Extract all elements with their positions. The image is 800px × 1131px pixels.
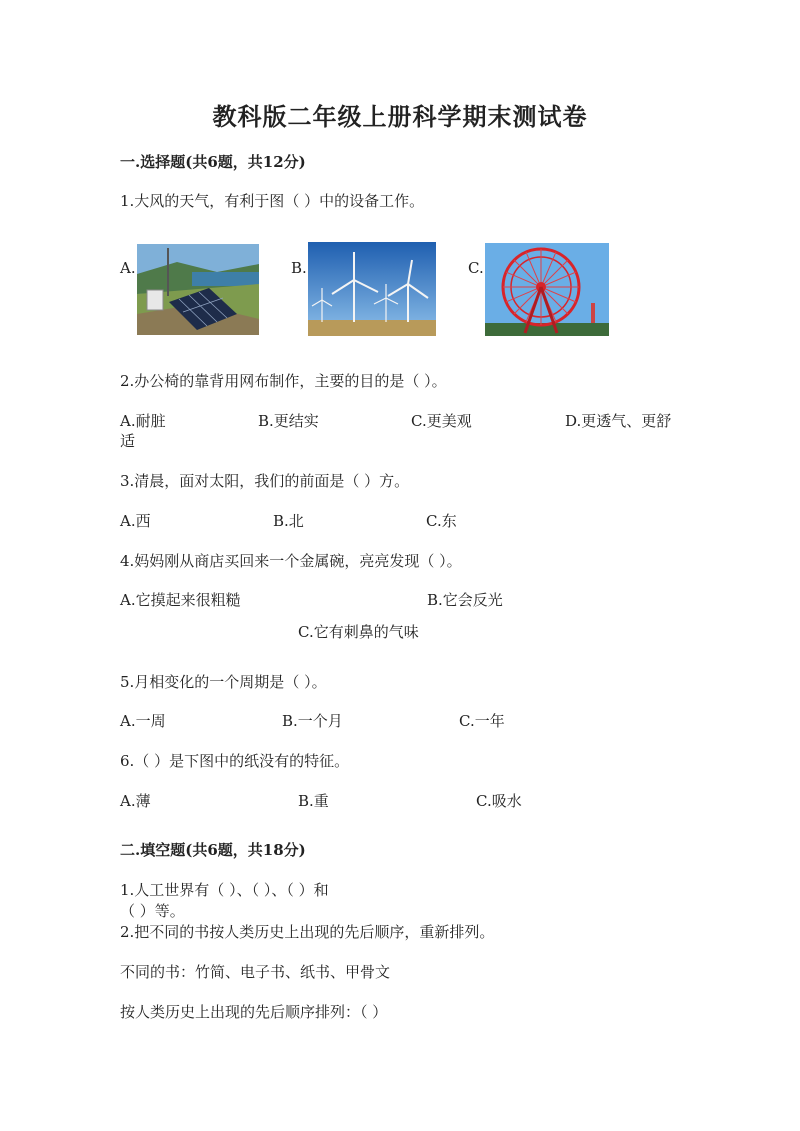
q3-option-a: A.西 [120, 512, 151, 530]
q3-option-c: C.东 [426, 512, 457, 530]
section-heading-choice: 一.选择题(共6题，共12分) [120, 153, 306, 171]
fill-question-1-line2: （ ）等。 [120, 902, 185, 920]
solar-panel-image [137, 244, 259, 335]
q5-option-a: A.一周 [120, 712, 166, 730]
q1-option-a-label: A. [120, 259, 136, 277]
q2-option-d: D.更透气、更舒 [565, 412, 672, 430]
q4-option-a: A.它摸起来很粗糙 [120, 591, 241, 609]
section-heading-fill: 二.填空题(共6题，共18分) [120, 841, 306, 859]
question-6-stem: 6.（ ）是下图中的纸没有的特征。 [120, 752, 350, 770]
ferris-wheel-image [485, 243, 609, 336]
q6-option-c: C.吸水 [476, 792, 522, 810]
fill-question-2-answer: 按人类历史上出现的先后顺序排列：（ ） [120, 1003, 388, 1021]
q1-option-b-label: B. [291, 259, 307, 277]
question-4-stem: 4.妈妈刚从商店买回来一个金属碗，亮亮发现（ ）。 [120, 552, 462, 570]
fill-question-1-line1: 1.人工世界有（ ）、（ ）、（ ）和 [120, 881, 329, 899]
fill-question-2-stem: 2.把不同的书按人类历史上出现的先后顺序，重新排列。 [120, 923, 495, 941]
q2-option-d-wrap: 适 [120, 432, 136, 450]
q2-option-c: C.更美观 [411, 412, 472, 430]
q5-option-c: C.一年 [459, 712, 505, 730]
q2-option-b: B.更结实 [258, 412, 319, 430]
q4-option-b: B.它会反光 [427, 591, 503, 609]
q6-option-a: A.薄 [120, 792, 151, 810]
q2-option-a: A.耐脏 [120, 412, 166, 430]
q6-option-b: B.重 [298, 792, 329, 810]
wind-turbines-image [308, 242, 436, 336]
question-2-stem: 2.办公椅的靠背用网布制作，主要的目的是（ ）。 [120, 372, 447, 390]
fill-question-2-books: 不同的书：竹简、电子书、纸书、甲骨文 [120, 963, 391, 981]
q1-option-c-label: C. [468, 259, 484, 277]
question-5-stem: 5.月相变化的一个周期是（ ）。 [120, 673, 327, 691]
question-1-stem: 1.大风的天气，有利于图（ ）中的设备工作。 [120, 192, 425, 210]
q5-option-b: B.一个月 [282, 712, 343, 730]
question-3-stem: 3.清晨，面对太阳，我们的前面是（ ）方。 [120, 472, 410, 490]
q4-option-c: C.它有刺鼻的气味 [298, 623, 419, 641]
q3-option-b: B.北 [273, 512, 304, 530]
page-title: 教科版二年级上册科学期末测试卷 [212, 102, 588, 131]
